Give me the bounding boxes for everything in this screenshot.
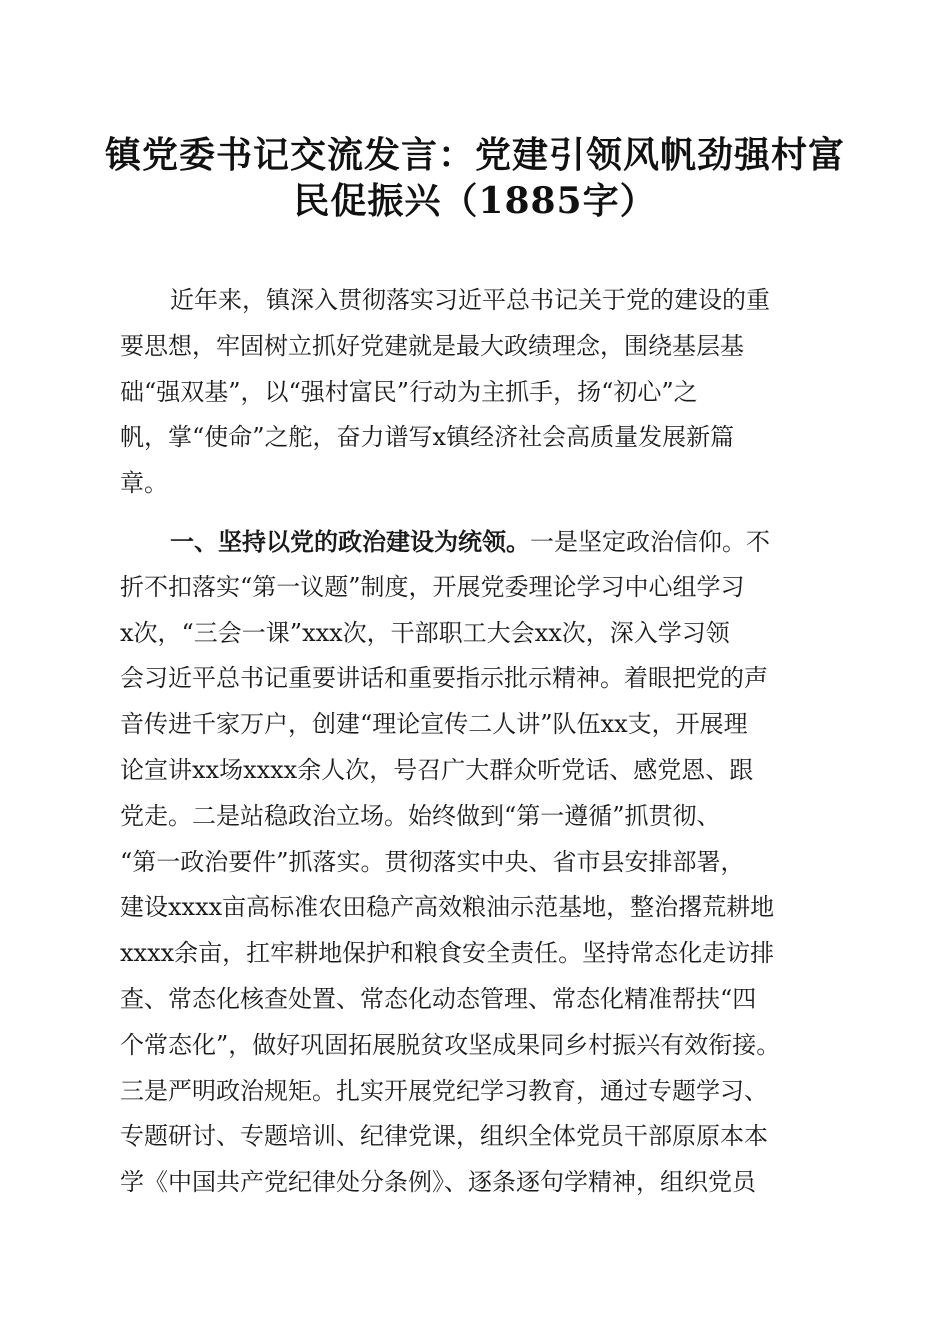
intro-line-2: 要思想，牢固树立抓好党建就是最大政绩理念，围绕基层基 <box>120 331 744 360</box>
section-1-heading: 一、坚持以党的政治建设为统领。 <box>170 526 530 556</box>
section-1-line-13: 三是严明政治规矩。扎实开展党纪学习教育，通过专题学习、 <box>120 1076 768 1105</box>
section-1-line-15: 学《中国共产党纪律处分条例》、逐条逐句学精神，组织党员 <box>120 1168 756 1197</box>
section-1-line-4: 会习近平总书记重要讲话和重要指示批示精神。着眼把党的声 <box>120 664 768 693</box>
title-line-1: 镇党委书记交流发言：党建引领风帆劲强村富 <box>104 134 845 176</box>
document-title <box>100 132 850 224</box>
paragraph-section-1 <box>120 519 834 1206</box>
section-1-line-8: “第一政治要件”抓落实。贯彻落实中央、省市县安排部署， <box>120 847 745 876</box>
section-1-line-9: 建设xxxx亩高标准农田稳产高效粮油示范基地，整治撂荒耕地 <box>120 893 775 922</box>
intro-line-3: 础“强双基”，以“强村富民”行动为主抓手，扬“初心”之 <box>120 377 698 406</box>
intro-line-5: 章。 <box>120 469 168 498</box>
intro-line-1: 近年来，镇深入贯彻落实习近平总书记关于党的建设的重 <box>170 286 770 314</box>
paragraph-intro <box>120 278 834 507</box>
section-1-line-7: 党走。二是站稳政治立场。始终做到“第一遵循”抓贯彻、 <box>120 801 721 830</box>
section-1-line-6: 论宣讲xx场xxxx余人次，号召广大群众听党话、感党恩、跟 <box>120 755 754 784</box>
intro-line-4: 帆，掌“使命”之舵，奋力谱写x镇经济社会高质量发展新篇 <box>120 423 735 452</box>
section-1-line-12: 个常态化”，做好巩固拓展脱贫攻坚成果同乡村振兴有效衔接。 <box>120 1030 781 1059</box>
section-1-line-5: 音传进千家万户，创建“理论宣传二人讲”队伍xx支，开展理 <box>120 710 748 739</box>
title-line-2: 民促振兴（1885字） <box>293 180 657 222</box>
section-1-first-line <box>120 519 834 565</box>
section-1-line-3: x次，“三会一课”xxx次，干部职工大会xx次，深入学习领 <box>120 618 730 647</box>
section-1-line-14: 专题研讨、专题培训、纪律党课，组织全体党员干部原原本本 <box>120 1122 768 1151</box>
section-1-line-11: 查、常态化核查处置、常态化动态管理、常态化精准帮扶“四 <box>120 984 757 1013</box>
section-1-line-2: 折不扣落实“第一议题”制度，开展党委理论学习中心组学习 <box>120 572 745 601</box>
document-body <box>120 278 834 1206</box>
section-1-line-10: xxxx余亩，扛牢耕地保护和粮食安全责任。坚持常态化走访排 <box>120 939 775 968</box>
section-1-first-tail: 一是坚定政治信仰。不 <box>530 527 770 556</box>
